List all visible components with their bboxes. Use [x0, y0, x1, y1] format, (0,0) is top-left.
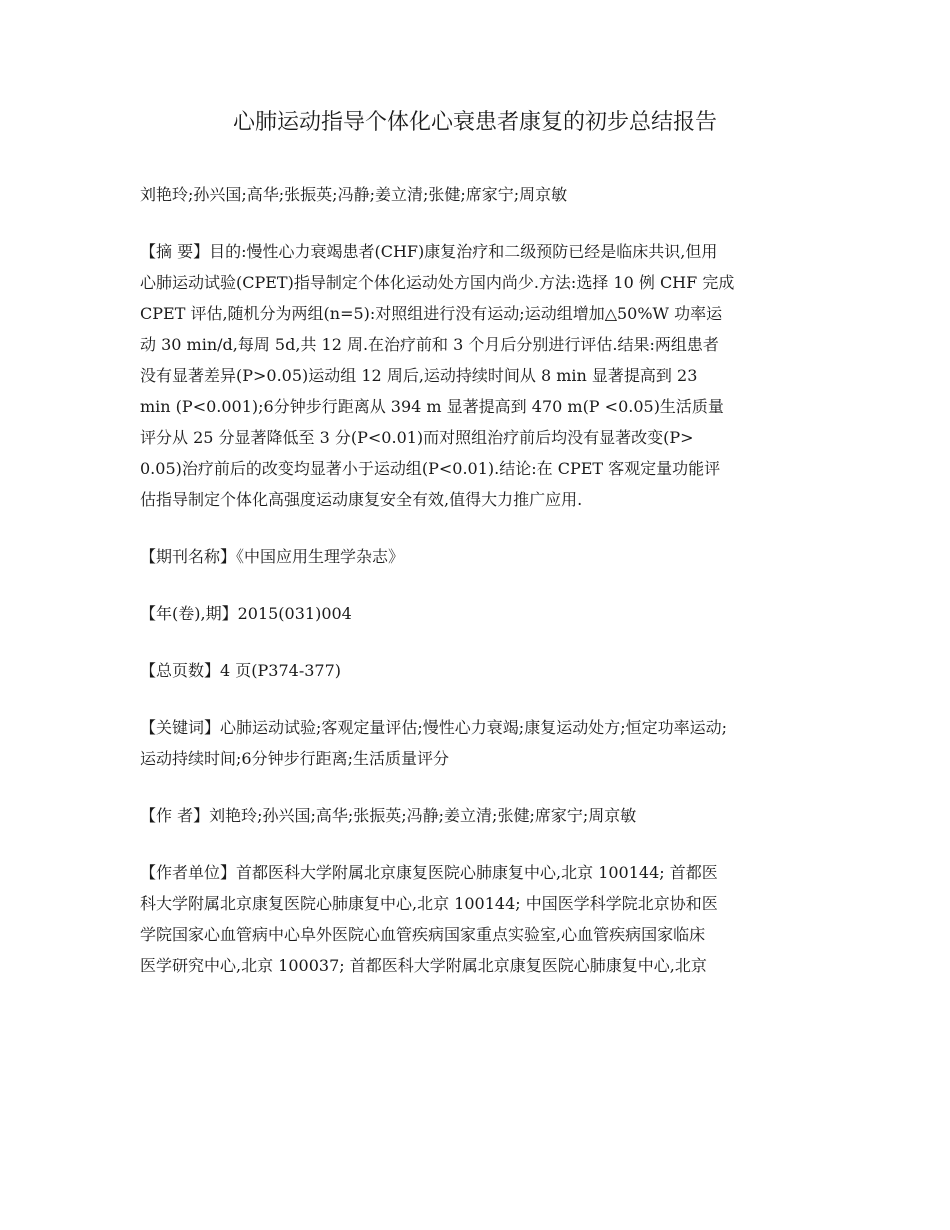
issue-value: 2015(031)004 — [237, 604, 352, 623]
affiliation-line: 科大学附属北京康复医院心肺康复中心,北京 100144; 中国医学科学院北京协和医 — [140, 894, 718, 913]
author-label: 【作 者】 — [140, 806, 210, 825]
author-field — [140, 800, 830, 831]
affiliation-line: 医学研究中心,北京 100037; 首都医科大学附属北京康复医院心肺康复中心,北京 — [140, 956, 707, 975]
document-title: 心肺运动指导个体化心衰患者康复的初步总结报告 — [232, 110, 717, 135]
abstract-line: 没有显著差异(P>0.05)运动组 12 周后,运动持续时间从 8 min 显著提高到 23 — [140, 366, 698, 385]
abstract-line: 0.05)治疗前后的改变均显著小于运动组(P<0.01).结论:在 CPET 客观定量功能评 — [140, 459, 721, 478]
pages-field — [140, 655, 830, 686]
journal-value: 《中国应用生理学杂志》 — [236, 547, 405, 566]
abstract-section — [140, 236, 830, 515]
affiliation-label: 【作者单位】 — [140, 863, 237, 882]
journal-label: 【期刊名称】 — [140, 547, 237, 566]
pages-label: 【总页数】 — [140, 661, 221, 680]
journal-field — [140, 541, 830, 572]
issue-field — [140, 598, 830, 629]
abstract-line: min (P<0.001);6分钟步行距离从 394 m 显著提高到 470 m(P <0.05)生活质量 — [140, 397, 724, 416]
abstract-line: CPET 评估,随机分为两组(n=5):对照组进行没有运动;运动组增加△50%W 功率运 — [140, 304, 723, 323]
pages-value: 4 页(P374-377) — [220, 661, 342, 680]
keywords-line: 【关键词】心肺运动试验;客观定量评估;慢性心力衰竭;康复运动处方;恒定功率运动; — [140, 718, 727, 737]
abstract-label: 【摘 要】 — [140, 242, 210, 261]
affiliation-line: 【作者单位】首都医科大学附属北京康复医院心肺康复中心,北京 100144; 首都医 — [140, 863, 718, 882]
abstract-line: 估指导制定个体化高强度运动康复安全有效,值得大力推广应用. — [140, 490, 583, 509]
affiliation-section — [140, 857, 830, 981]
abstract-line: 动 30 min/d,每周 5d,共 12 周.在治疗前和 3 个月后分别进行评估.结果:两组患者 — [140, 335, 719, 354]
keywords-line: 运动持续时间;6分钟步行距离;生活质量评分 — [140, 749, 449, 768]
author-value: 刘艳玲;孙兴国;高华;张振英;冯静;姜立清;张健;席家宁;周京敏 — [209, 806, 637, 825]
keywords-label: 【关键词】 — [140, 718, 221, 737]
issue-label: 【年(卷),期】 — [140, 604, 238, 623]
abstract-line: 【摘 要】目的:慢性心力衰竭患者(CHF)康复治疗和二级预防已经是临床共识,但用 — [140, 242, 718, 261]
affiliation-line: 学院国家心血管病中心阜外医院心血管疾病国家重点实验室,心血管疾病国家临床 — [140, 925, 706, 944]
keywords-section — [140, 712, 830, 774]
abstract-line: 评分从 25 分显著降低至 3 分(P<0.01)而对照组治疗前后均没有显著改变(P> — [140, 428, 694, 447]
authors-line: 刘艳玲;孙兴国;高华;张振英;冯静;姜立清;张健;席家宁;周京敏 — [140, 185, 568, 204]
abstract-line: 心肺运动试验(CPET)指导制定个体化运动处方国内尚少.方法:选择 10 例 CHF 完成 — [140, 273, 735, 292]
document-body — [140, 179, 830, 981]
